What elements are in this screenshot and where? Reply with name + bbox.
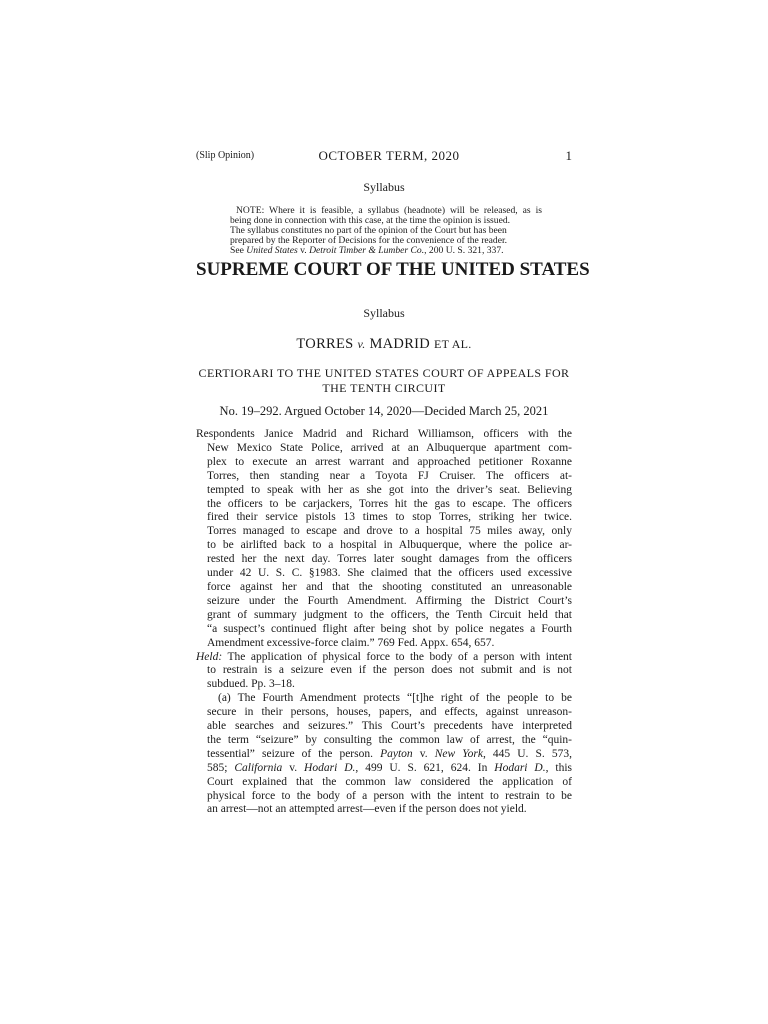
facts-line: the officers to be carjackers, Torres hit the gas to escape. The officers — [207, 497, 572, 510]
text-run: 585; — [207, 761, 235, 774]
facts-line: under 42 U. S. C. §1983. She claimed that the officers used excessive — [207, 567, 572, 580]
note-line: See United States v. Detroit Timber & Lumber Co., 200 U. S. 321, 337. — [230, 245, 504, 256]
section-a-line: physical force to the body of a person with the intent to restrain to be — [207, 789, 572, 802]
facts-line: rested her the next day. Torres later sought damages from the officers — [207, 553, 572, 566]
facts-line: grant of summary judgment to the officers, the Tenth Circuit held that — [207, 608, 572, 621]
section-a-line: an arrest—not an attempted arrest—even if the person does not yield. — [207, 803, 527, 816]
held-line: to restrain is a seizure even if the person does not submit and is not — [207, 664, 572, 677]
note-line: NOTE: Where it is feasible, a syllabus (headnote) will be released, as is — [236, 205, 542, 216]
running-header — [196, 148, 572, 164]
note-line: prepared by the Reporter of Decisions for the convenience of the reader. — [230, 235, 508, 246]
held-text: The application of physical force to the body of a person with intent — [222, 650, 572, 663]
text-run: v. — [412, 747, 435, 760]
facts-line: force against her and that the shooting constituted an unreasonable — [207, 580, 572, 593]
text-run: , 445 U. S. 573, — [482, 747, 572, 760]
reporter-note — [230, 206, 542, 256]
petitioner-name: TORRES — [296, 336, 354, 352]
slip-opinion-label: (Slip Opinion) — [196, 150, 255, 161]
syllabus-body — [196, 428, 572, 817]
case-caption — [196, 336, 572, 353]
term-label: OCTOBER TERM, 2020 — [318, 148, 460, 163]
page-number: 1 — [565, 148, 572, 163]
certiorari-line-2: THE TENTH CIRCUIT — [322, 381, 446, 395]
facts-line: “a suspect’s continued flight after being shot by police negates a Fourth — [207, 622, 572, 635]
syllabus-label-mid: Syllabus — [363, 306, 405, 320]
case-name: Hodari D. — [304, 761, 356, 774]
court-name: SUPREME COURT OF THE UNITED STATES — [196, 259, 590, 280]
section-a-line: secure in their persons, houses, papers, and effects, against unreason- — [207, 706, 572, 719]
certiorari-line — [196, 366, 572, 396]
section-a-line — [196, 748, 572, 762]
section-a-paragraph — [196, 692, 572, 817]
text-run: , this — [545, 761, 573, 774]
text-run: tessential” seizure of the person. — [207, 747, 381, 760]
section-a-line — [196, 762, 572, 776]
facts-line: New Mexico State Police, arrived at an Albuquerque apartment com- — [207, 441, 572, 454]
versus: v. — [357, 337, 366, 351]
syllabus-label-top: Syllabus — [363, 180, 405, 194]
facts-line: fired their service pistols 13 times to stop Torres, striking her twice. — [207, 511, 572, 524]
section-a-line: (a) The Fourth Amendment protects “[t]he right of the people to be — [218, 692, 572, 705]
held-paragraph — [196, 651, 572, 693]
respondent-name: MADRID — [369, 336, 431, 352]
case-name: California — [234, 761, 283, 774]
facts-paragraph — [196, 428, 572, 651]
text-run: v. — [282, 761, 305, 774]
facts-line: Torres managed to escape and drove to a hospital 75 miles away, only — [207, 525, 572, 538]
held-line: subdued. Pp. 3–18. — [207, 678, 295, 691]
note-line: The syllabus constitutes no part of the opinion of the Court but has been — [230, 225, 507, 236]
held-line — [196, 651, 572, 665]
section-a-line: the term “seizure” by consulting the common law of arrest, the “quin- — [207, 733, 572, 746]
docket-line: No. 19–292. Argued October 14, 2020—Decided March 25, 2021 — [219, 404, 549, 418]
case-name: New York — [434, 747, 483, 760]
text-run: , 499 U. S. 621, 624. In — [355, 761, 495, 774]
certiorari-line-1: CERTIORARI TO THE UNITED STATES COURT OF APPEALS FOR — [198, 366, 570, 380]
facts-line: Torres, then standing near a Toyota FJ Cruiser. The officers at- — [207, 469, 572, 482]
note-line: being done in connection with this case, at the time the opinion is issued. — [230, 215, 511, 226]
facts-line: plex to execute an arrest warrant and approached petitioner Roxanne — [207, 455, 572, 468]
facts-line: to be airlifted back to a hospital in Albuquerque, where the police ar- — [207, 539, 572, 552]
facts-line: seizure under the Fourth Amendment. Affirming the District Court’s — [207, 594, 572, 607]
et-al: ET AL. — [434, 337, 472, 351]
case-name: Hodari D. — [494, 761, 546, 774]
facts-line: Amendment excessive-force claim.” 769 Fed. Appx. 654, 657. — [207, 636, 495, 649]
case-name: Payton — [380, 747, 413, 760]
facts-line: Respondents Janice Madrid and Richard Williamson, officers with the — [196, 428, 572, 440]
held-label: Held: — [196, 650, 223, 663]
facts-line: tempted to speak with her as she got into the driver’s seat. Believing — [207, 483, 572, 496]
section-a-line: Court explained that the common law considered the application of — [207, 775, 572, 788]
section-a-line: able searches and seizures.” This Court’s precedents have interpreted — [207, 720, 572, 733]
